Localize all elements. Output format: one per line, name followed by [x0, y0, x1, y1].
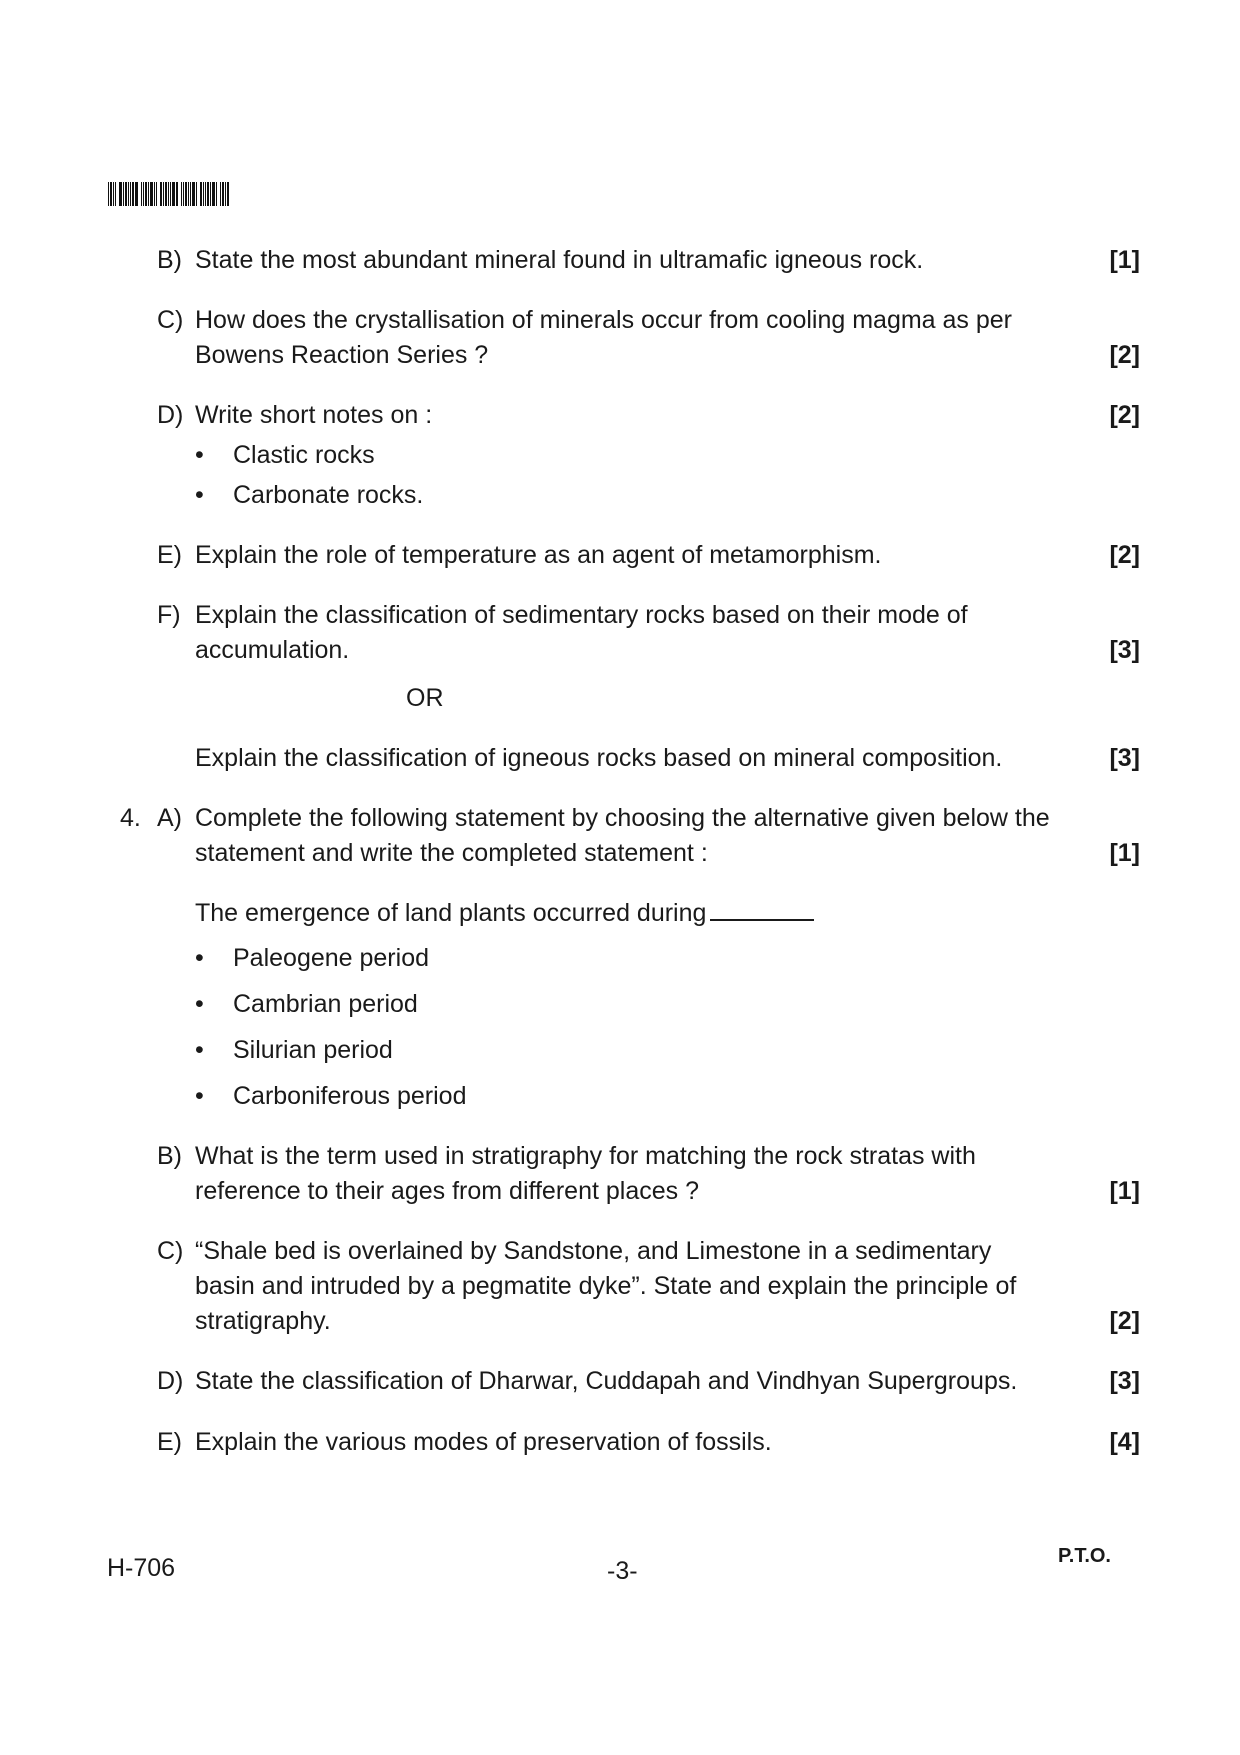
or-separator: OR	[406, 684, 444, 712]
barcode-bar	[150, 182, 153, 206]
q3f-text-line2: accumulation.	[195, 636, 350, 664]
barcode-image	[108, 182, 230, 206]
barcode-bar	[200, 182, 202, 206]
barcode-bar	[225, 182, 226, 206]
q4a-text-line1: Complete the following statement by choosing the alternative given below the	[195, 804, 1050, 832]
barcode-bar	[110, 182, 112, 206]
barcode-bar	[185, 182, 187, 206]
barcode-bar	[125, 182, 127, 206]
barcode-bar	[108, 182, 109, 206]
barcode-bar	[220, 182, 221, 206]
barcode-bar	[196, 182, 197, 206]
q4a-statement: The emergence of land plants occurred during	[195, 899, 707, 927]
q3f-alt-text: Explain the classification of igneous rocks based on mineral composition.	[195, 744, 1003, 772]
barcode-bar	[176, 182, 178, 206]
q4a-marks: [1]	[1109, 839, 1140, 867]
q3e-text: Explain the role of temperature as an agent of metamorphism.	[195, 541, 882, 569]
answer-blank	[710, 897, 814, 921]
barcode-bar	[205, 182, 206, 206]
q4a-option-text: Cambrian period	[233, 990, 418, 1018]
q4a-label: A)	[157, 804, 182, 832]
barcode-bar	[156, 182, 157, 206]
q4d-marks: [3]	[1109, 1367, 1140, 1395]
q4b-text-line2: reference to their ages from different places ?	[195, 1177, 699, 1205]
barcode-bar	[188, 182, 189, 206]
q4a-option-item: • Cambrian period	[195, 990, 418, 1018]
q4c-text-line2: basin and intruded by a pegmatite dyke”. State and explain the principle of	[195, 1272, 1017, 1300]
barcode-bar	[181, 182, 182, 206]
barcode-bar	[143, 182, 144, 206]
barcode-bar	[190, 182, 191, 206]
barcode-bar	[145, 182, 147, 206]
q3d-marks: [2]	[1109, 401, 1140, 429]
page-number: -3-	[607, 1557, 638, 1585]
q4b-marks: [1]	[1109, 1177, 1140, 1205]
q3e-label: E)	[157, 541, 182, 569]
barcode-bar	[115, 182, 116, 206]
q4a-option-item: • Carboniferous period	[195, 1082, 467, 1110]
q3d-text: Write short notes on :	[195, 401, 433, 429]
barcode-bar	[168, 182, 169, 206]
pto-note: P.T.O.	[1058, 1545, 1111, 1567]
q4e-text: Explain the various modes of preservation of fossils.	[195, 1428, 772, 1456]
q3b-marks: [1]	[1109, 246, 1140, 274]
q4c-text-line3: stratigraphy.	[195, 1307, 331, 1335]
q4a-option-text: Silurian period	[233, 1036, 393, 1064]
q3b-label: B)	[157, 246, 182, 274]
barcode-bar	[119, 182, 122, 206]
q3d-bullet-text: Carbonate rocks.	[233, 481, 424, 509]
barcode-bar	[183, 182, 184, 206]
barcode-bar	[172, 182, 175, 206]
q3c-text-line2: Bowens Reaction Series ?	[195, 341, 489, 369]
q4d-text: State the classification of Dharwar, Cuddapah and Vindhyan Supergroups.	[195, 1367, 1018, 1395]
paper-code: H-706	[107, 1554, 176, 1582]
q4b-label: B)	[157, 1142, 182, 1170]
barcode-bar	[132, 182, 134, 206]
barcode-bar	[135, 182, 138, 206]
q4e-marks: [4]	[1109, 1428, 1140, 1456]
barcode-bar	[207, 182, 209, 206]
barcode-bar	[154, 182, 155, 206]
q4a-text-line2: statement and write the completed statement :	[195, 839, 708, 867]
barcode-bar	[130, 182, 131, 206]
barcode-bar	[141, 182, 142, 206]
q3f-label: F)	[157, 601, 181, 629]
q3e-marks: [2]	[1109, 541, 1140, 569]
q3c-text-line1: How does the crystallisation of minerals occur from cooling magma as per	[195, 306, 1013, 334]
q3d-bullet-text: Clastic rocks	[233, 441, 375, 469]
barcode-bar	[128, 182, 129, 206]
barcode-bar	[170, 182, 171, 206]
q3f-alt-marks: [3]	[1109, 744, 1140, 772]
q4a-statement-row	[195, 895, 1080, 931]
q3c-label: C)	[157, 306, 184, 334]
q4a-option-item: • Silurian period	[195, 1036, 393, 1064]
q4-number: 4.	[120, 804, 141, 832]
q3c-marks: [2]	[1109, 341, 1140, 369]
q4c-marks: [2]	[1109, 1307, 1140, 1335]
barcode-bar	[148, 182, 149, 206]
barcode-bar	[113, 182, 114, 206]
q4a-option-item: • Paleogene period	[195, 944, 429, 972]
barcode-bar	[192, 182, 195, 206]
q4d-label: D)	[157, 1367, 184, 1395]
q3d-label: D)	[157, 401, 184, 429]
barcode-bar	[212, 182, 215, 206]
barcode-bar	[210, 182, 211, 206]
q4a-option-text: Carboniferous period	[233, 1082, 467, 1110]
q3f-text-line1: Explain the classification of sedimentary rocks based on their mode of	[195, 601, 968, 629]
barcode-bar	[165, 182, 167, 206]
barcode-bar	[163, 182, 164, 206]
barcode-bar	[216, 182, 217, 206]
q3d-bullet-item: • Clastic rocks	[195, 441, 375, 469]
q4c-label: C)	[157, 1237, 184, 1265]
q4e-label: E)	[157, 1428, 182, 1456]
q3b-text: State the most abundant mineral found in ultramafic igneous rock.	[195, 246, 924, 274]
q4c-text-line1: “Shale bed is overlained by Sandstone, and Limestone in a sedimentary	[195, 1237, 992, 1265]
q4a-option-text: Paleogene period	[233, 944, 429, 972]
barcode-bar	[222, 182, 224, 206]
q3f-marks: [3]	[1109, 636, 1140, 664]
barcode-bar	[203, 182, 204, 206]
barcode-bar	[160, 182, 162, 206]
barcode-bar	[123, 182, 124, 206]
q3d-bullet-item: • Carbonate rocks.	[195, 481, 424, 509]
barcode-bar	[227, 182, 229, 206]
q4b-text-line1: What is the term used in stratigraphy for matching the rock stratas with	[195, 1142, 976, 1170]
